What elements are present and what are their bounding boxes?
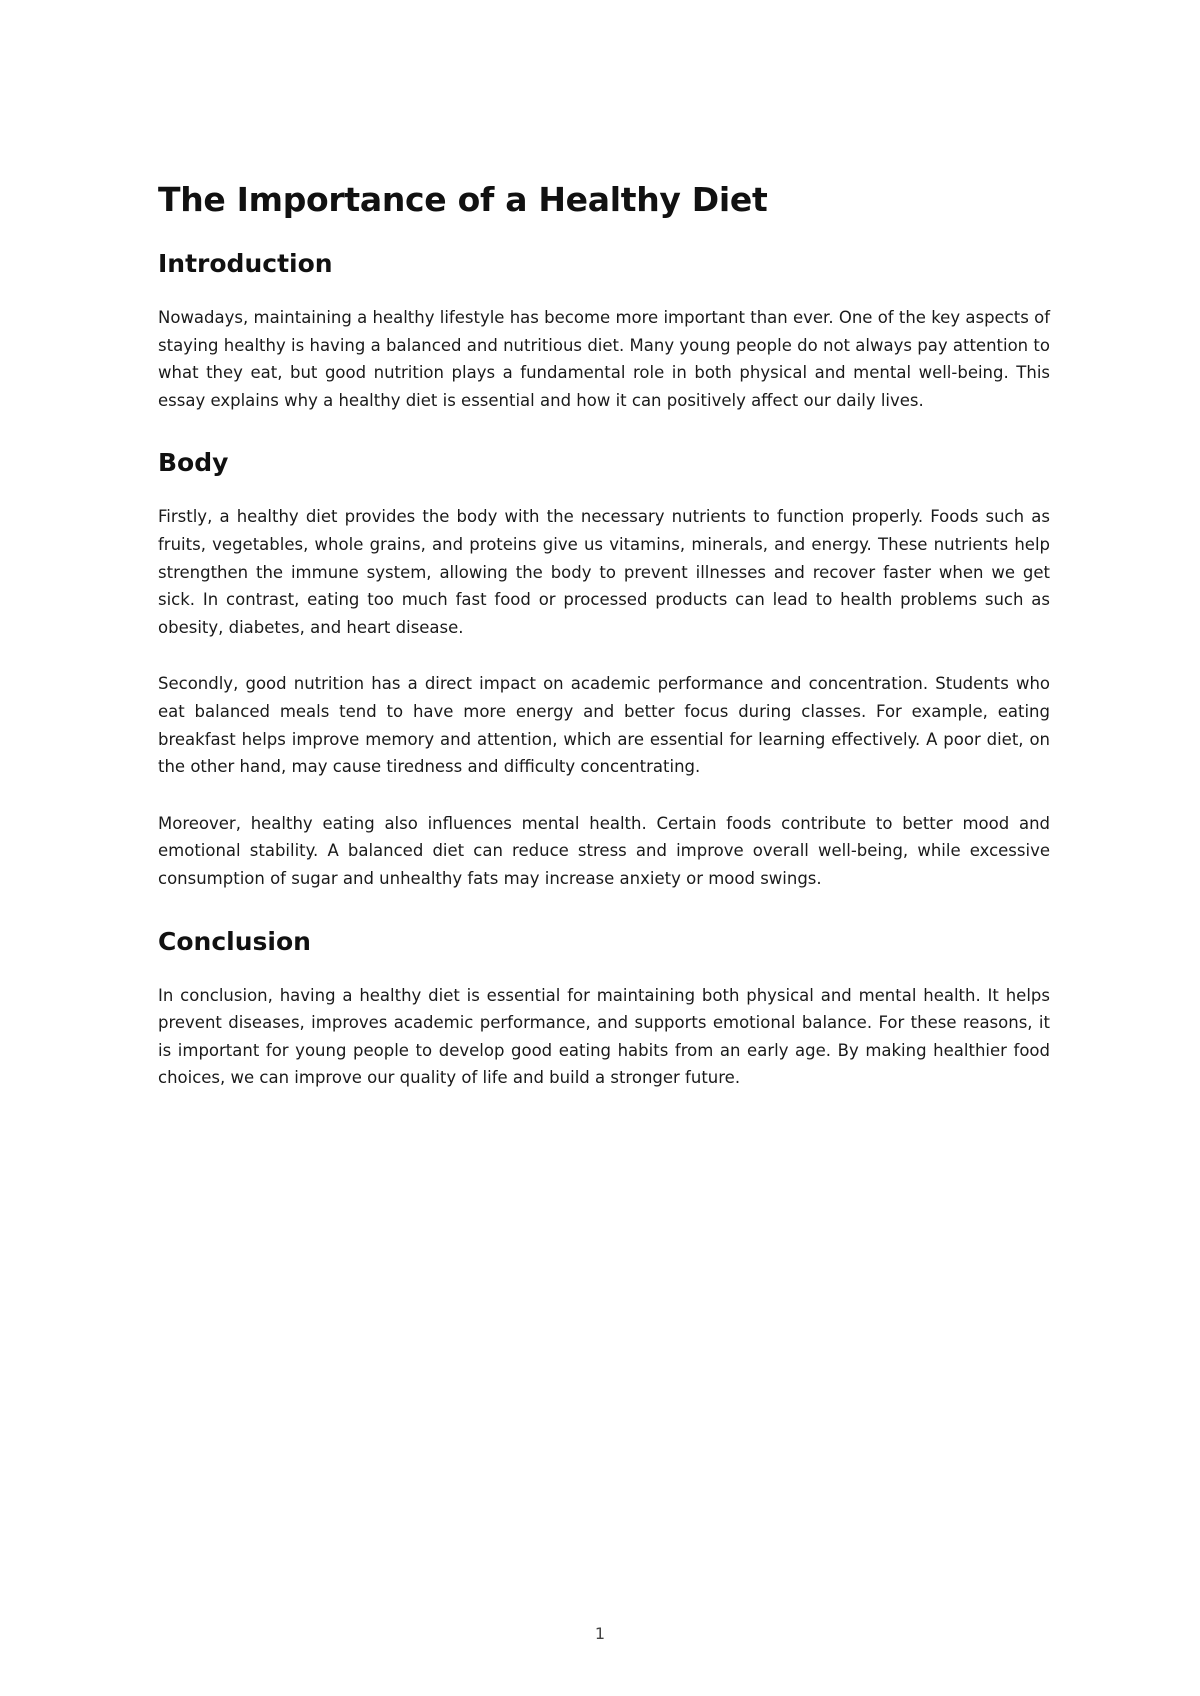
section-conclusion xyxy=(158,922,1050,1092)
section-introduction xyxy=(158,244,1050,414)
paragraph: Secondly, good nutrition has a direct impact on academic performance and concentration. Students who eat balanced meals tend to have more energy and better focus during classes. For example, eating breakfast helps improve memory and attention, which are essential for learning effectively. A poor diet, on the other hand, may cause tiredness and difficulty concentrating. xyxy=(158,674,1050,777)
paragraph: Firstly, a healthy diet provides the body with the necessary nutrients to function properly. Foods such as fruits, vegetables, whole grains, and proteins give us vitamins, minerals, and energy. These nutrients help strengthen the immune system, allowing the body to prevent illnesses and recover faster when we get sick. In contrast, eating too much fast food or processed products can lead to health problems such as obesity, diabetes, and heart disease. xyxy=(158,507,1050,637)
paragraph: Nowadays, maintaining a healthy lifestyle has become more important than ever. One of the key aspects of staying healthy is having a balanced and nutritious diet. Many young people do not always pay attention to what they eat, but good nutrition plays a fundamental role in both physical and mental well-being. This essay explains why a healthy diet is essential and how it can positively affect our daily lives. xyxy=(158,308,1050,410)
section-heading: Body xyxy=(158,448,229,478)
page-number: 1 xyxy=(594,1624,606,1643)
document-title: The Importance of a Healthy Diet xyxy=(158,180,768,219)
paragraph: In conclusion, having a healthy diet is essential for maintaining both physical and mental health. It helps prevent diseases, improves academic performance, and supports emotional balance. For these reasons, it is important for young people to develop good eating habits from an early age. By making healthier food choices, we can improve our quality of life and build a stronger future. xyxy=(158,985,1050,1088)
document-page xyxy=(158,170,1050,1121)
section-heading: Conclusion xyxy=(158,926,311,956)
section-body xyxy=(158,443,1050,892)
paragraph: Moreover, healthy eating also influences mental health. Certain foods contribute to better mood and emotional stability. A balanced diet can reduce stress and improve overall well-being, while excessive consumption of sugar and unhealthy fats may increase anxiety or mood swings. xyxy=(158,813,1050,888)
section-heading: Introduction xyxy=(158,249,333,278)
